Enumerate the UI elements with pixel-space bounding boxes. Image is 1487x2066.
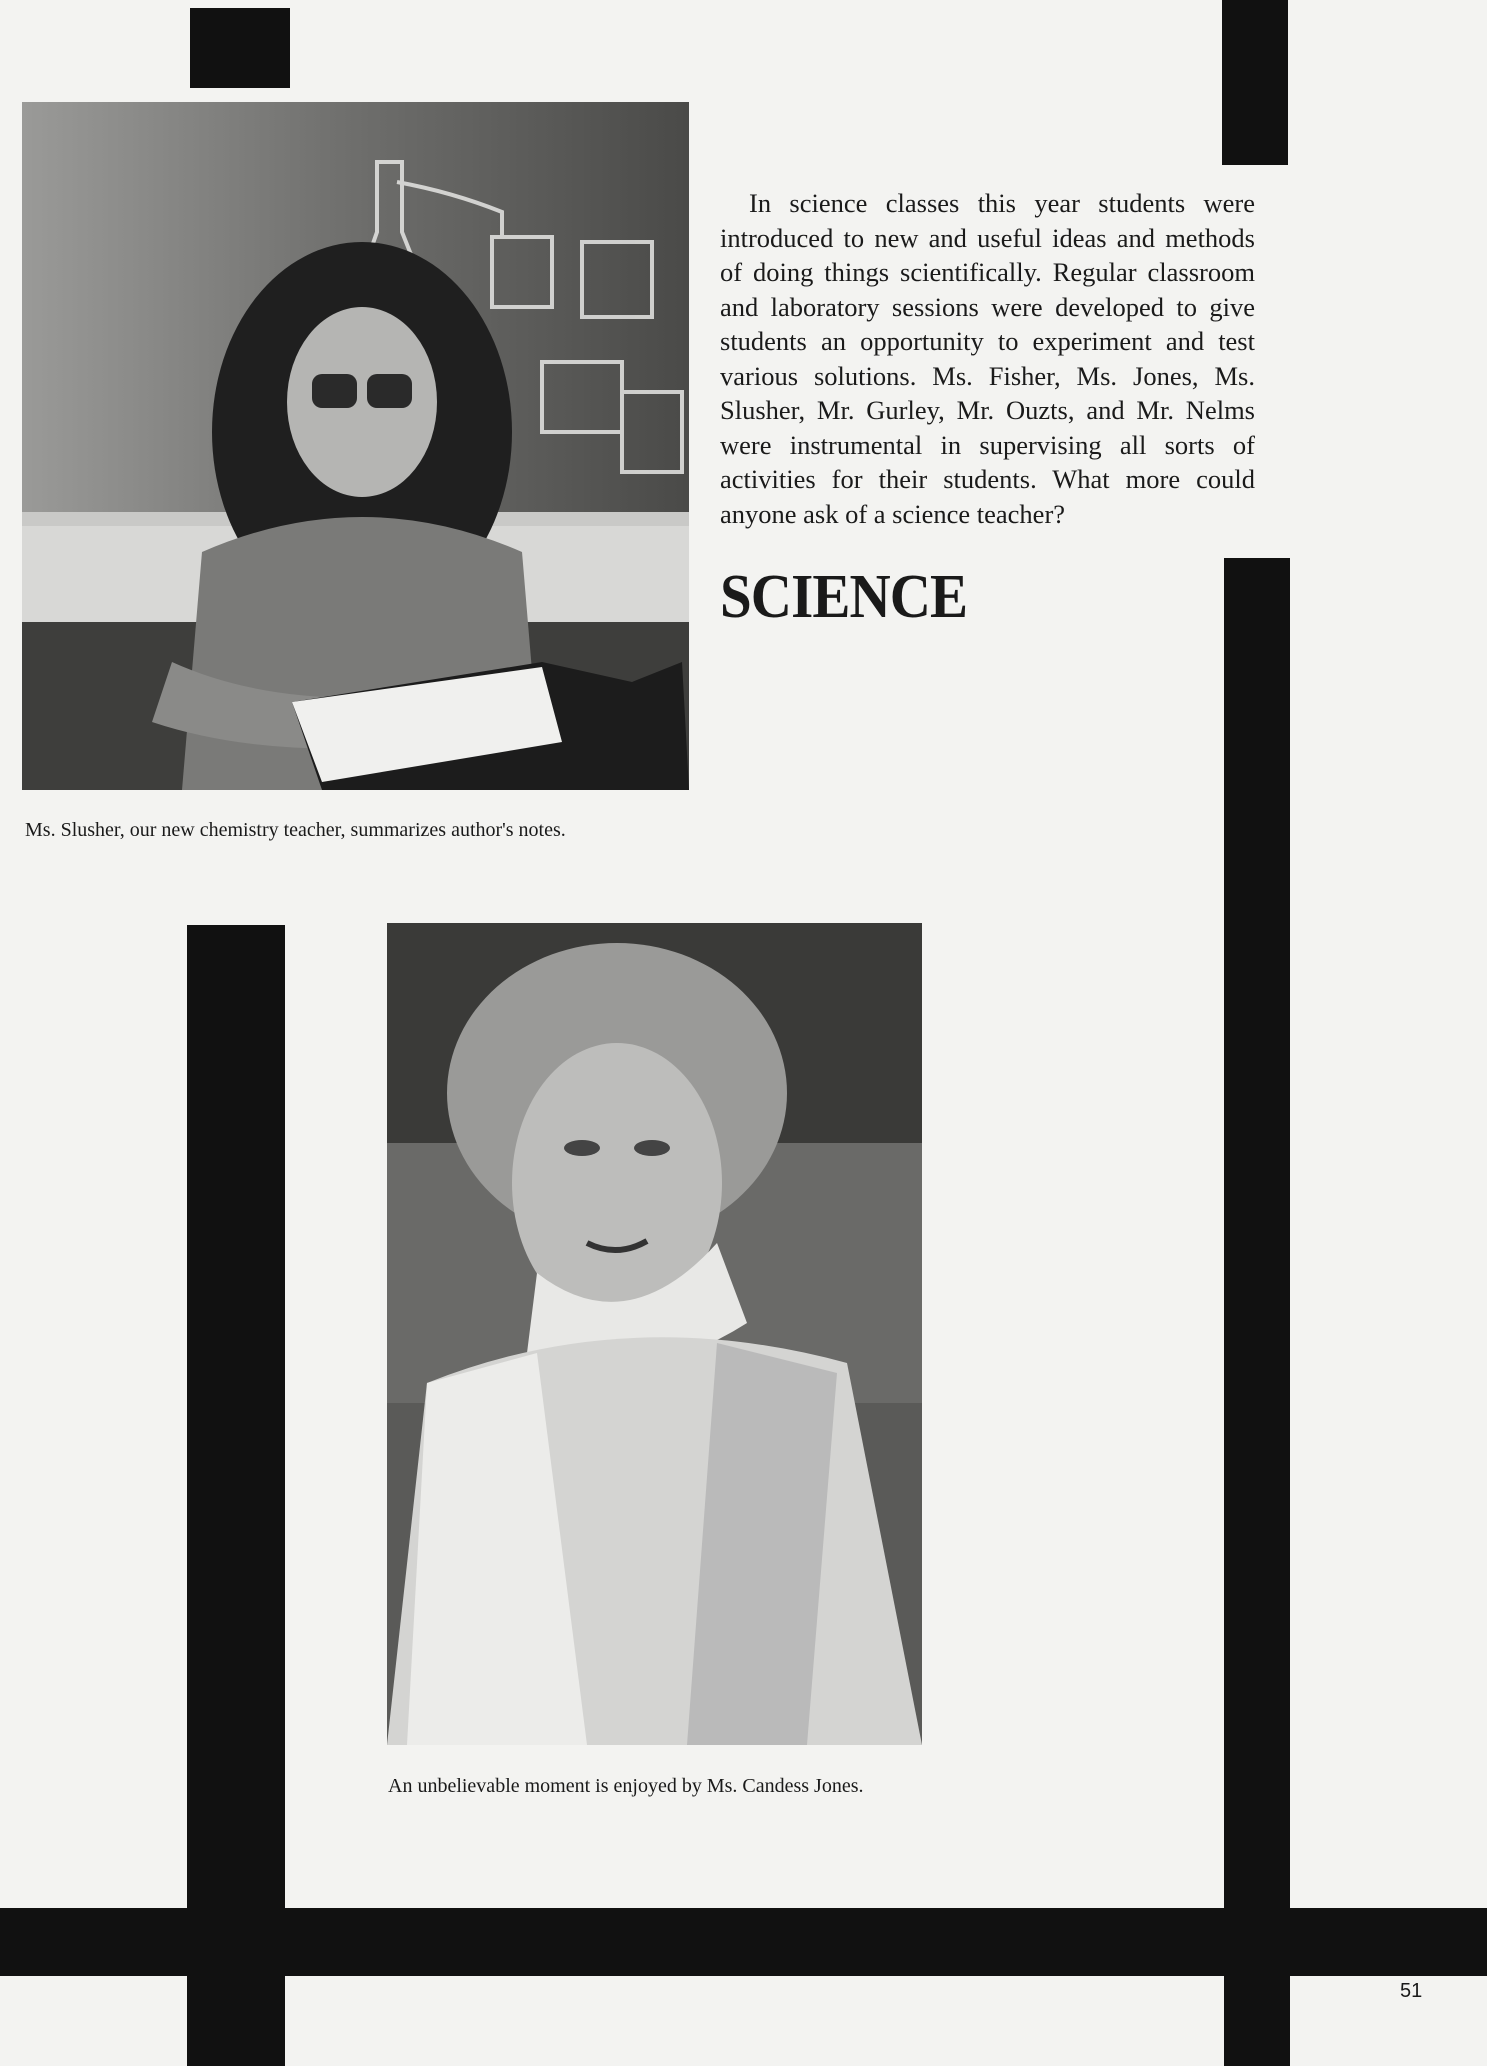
photo-chemistry-teacher [22, 102, 689, 790]
decorative-bar-top-right [1222, 0, 1288, 165]
page-number: 51 [1400, 1980, 1423, 2002]
decorative-bar-left-vertical [187, 925, 285, 2066]
photo-caption-2: An unbelievable moment is enjoyed by Ms. Candess Jones. [388, 1775, 864, 1797]
photo-candess-jones-illustration [387, 923, 922, 1745]
decorative-bar-right-vertical [1224, 558, 1290, 2066]
photo-chemistry-teacher-illustration [22, 102, 689, 790]
article-body: In science classes this year students were introduced to new and useful ideas and methods of doing things scientifically. Regular classroom and laboratory sessions were developed to give students an opportunity to experiment and test various solutions. Ms. Fisher, Ms. Jones, Ms. Slusher, Mr. Gurley, Mr. Ouzts, and Mr. Nelms were instrumental in supervising all sorts of activities for their students. What more could anyone ask of a science teacher? [720, 188, 1255, 529]
decorative-bar-horizontal [0, 1908, 1487, 1976]
section-heading: SCIENCE [720, 563, 968, 631]
photo-candess-jones [387, 923, 922, 1745]
decorative-bar-top-left [190, 8, 290, 88]
photo-caption-1: Ms. Slusher, our new chemistry teacher, summarizes author's notes. [25, 819, 566, 841]
